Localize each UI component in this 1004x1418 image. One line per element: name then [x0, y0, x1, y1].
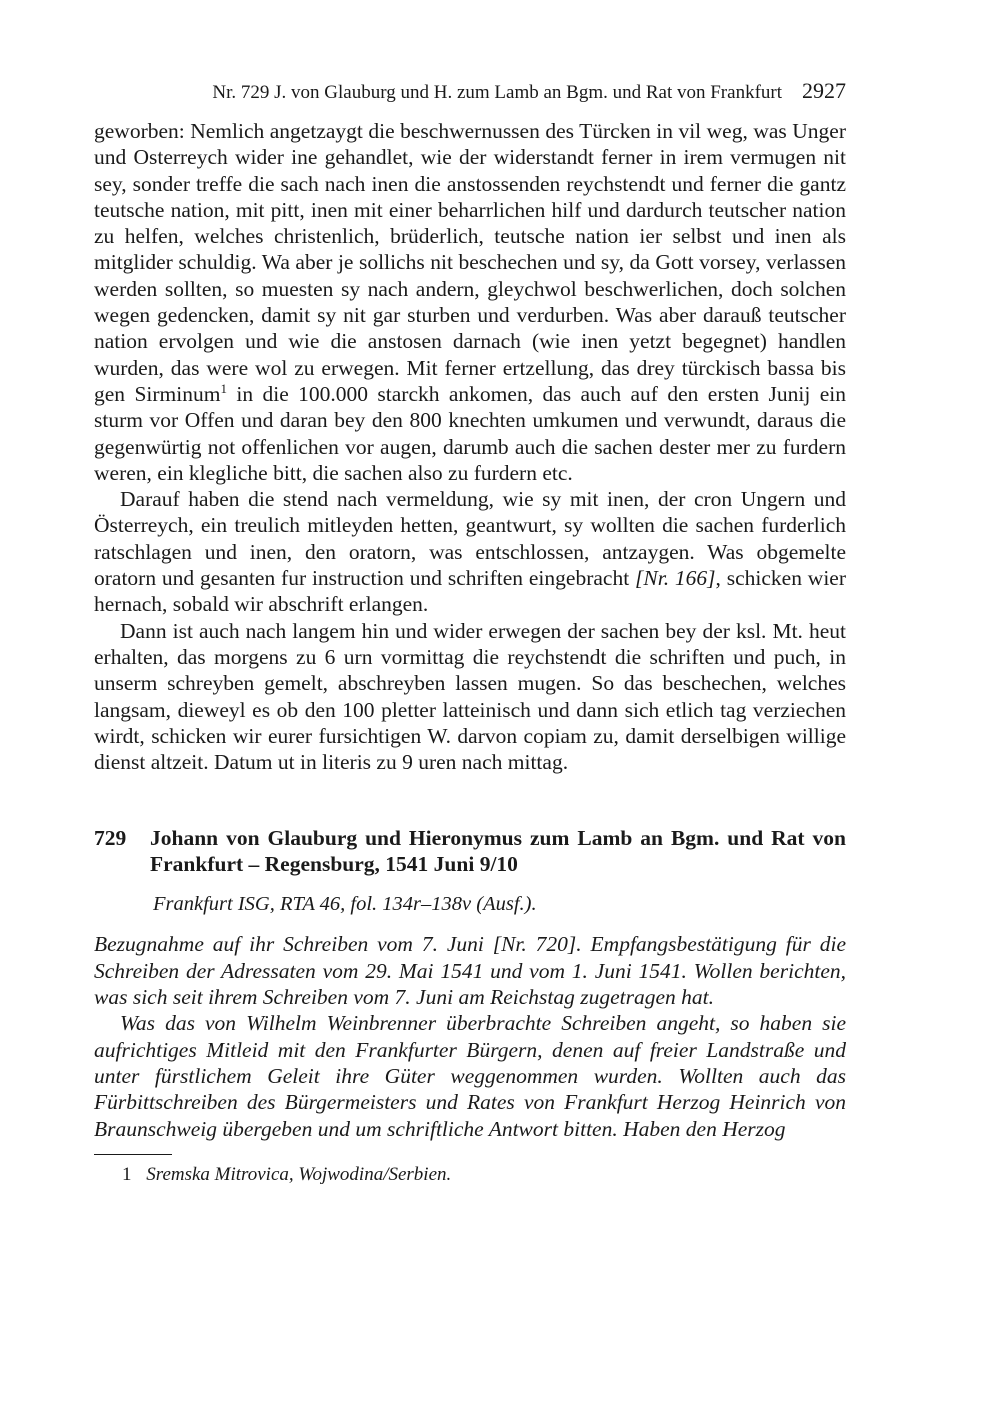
cross-reference: [Nr. 166] — [635, 566, 716, 591]
paragraph-1-text: geworben: Nemlich angetzaygt die beschwernussen des Türcken in vil weg, was Unger und Osterreych wider ine gehandlet, wie der widerstandt ferner in irem vermugen nit sey, sonder treffe die sach nach inen die anstossenden reychstendt und ferner die gantz teutsche nation, mit pitt, inen mit einer beharrlichen hilf und dardurch teutscher nation zu helfen, welches christenlich, brüderlich, teutsche nation ier selbst und inen als mitglider schuldig. Wa aber je sollichs nit beschechen und sy, da Gott vorsey, verlassen werden sollten, so muesten sy nach andern, gleychwol beschwerlichen, doch solchen wegen gedencken, damit sy nit gar sturben und verdurben. Was aber darauß teutscher nation ervolgen und wie die anstosen darnach (wie inen yetzt begegnet) handlen wurden, das were wol zu erwegen. Mit ferner ertzellung, das drey türckisch bassa bis gen Sirminum — [94, 119, 846, 406]
paragraph-2-text-b: , schicken wier hernach, sobald wir abschrift erlangen. — [94, 566, 847, 617]
page-content — [94, 78, 846, 1187]
page-number: 2927 — [802, 78, 846, 103]
paragraph-2-text-a: Darauf haben die stend nach vermeldung, wie sy mit inen, der cron Ungern und Österreych, ein treulich mitleyden hetten, geantwurt, sy wollten die sachen furderlich ratschlagen und inen, den oratorn, was entschlossen, antzaygen. Was obgemelte oratorn und gesanten fur instruction und schriften eingebracht — [94, 487, 846, 591]
footnote-text: Sremska Mitrovica, Wojwodina/Serbien. — [146, 1163, 452, 1185]
regest — [94, 931, 846, 1141]
document-heading — [94, 825, 846, 877]
paragraph-3: Dann ist auch nach langem hin und wider erwegen der sachen bey der ksl. Mt. heut erhalten, das morgens zu 6 urn vormittag die reychstendt die schriften und puch, in unserm schreyben gemelt, abschreyben lassen mugen. So das beschechen, welches langsam, dieweyl es ob den 100 pletter latteinisch und dann sich etlich tag verziechen wirdt, schicken wir eurer fursichtigen W. darvon copiam zu, damit derselbigen willige dienst altzeit. Datum ut in literis zu 9 uren nach mittag. — [94, 618, 846, 775]
footnote-divider — [94, 1154, 172, 1155]
footnote-ref-1[interactable]: 1 — [220, 380, 227, 396]
regest-paragraph-1: Bezugnahme auf ihr Schreiben vom 7. Juni [Nr. 720]. Empfangsbestätigung für die Schreiben der Adressaten vom 29. Mai 1541 und vom 1. Juni 1541. Wollen berichten, was sich seit ihrem Schreiben vom 7. Juni am Reichstag zugetragen hat. — [94, 932, 846, 1010]
running-head-title: Nr. 729 J. von Glauburg und H. zum Lamb an Bgm. und Rat von Frankfurt — [212, 82, 782, 103]
footnote-1 — [122, 1163, 846, 1187]
body-text — [94, 118, 846, 775]
paragraph-2 — [94, 486, 846, 617]
source-citation: Frankfurt ISG, RTA 46, fol. 134r–138v (Ausf.). — [153, 893, 537, 916]
paragraph-1 — [94, 118, 846, 486]
running-head — [94, 78, 846, 108]
document-title: Johann von Glauburg und Hieronymus zum Lamb an Bgm. und Rat von Frankfurt – Regensburg, 1541 Juni 9/10 — [150, 826, 846, 877]
footnote-number: 1 — [122, 1163, 132, 1185]
document-number: 729 — [94, 826, 127, 851]
paragraph-1-continuation: in die 100.000 starckh ankomen, das auch auf den ersten Junij ein sturm vor Offen und daran bey den 800 knechten umkumen und verwundt, daraus die gegenwürtig not offenlichen vor augen, darumb auch die sachen dester mer zu furdern weren, ein klegliche bitt, die sachen also zu furdern etc. — [94, 381, 846, 485]
regest-paragraph-2: Was das von Wilhelm Weinbrenner überbrachte Schreiben angeht, so haben sie aufrichtiges Mitleid mit den Frankfurter Bürgern, denen auf freier Landstraße und unter fürstlichem Geleit ihre Güter weggenommen wurden. Wollten auch das Fürbittschreiben des Bürgermeisters und Rates von Frankfurt Herzog Heinrich von Braunschweig übergeben und um schriftliche Antwort bitten. Haben den Herzog — [94, 1011, 846, 1141]
